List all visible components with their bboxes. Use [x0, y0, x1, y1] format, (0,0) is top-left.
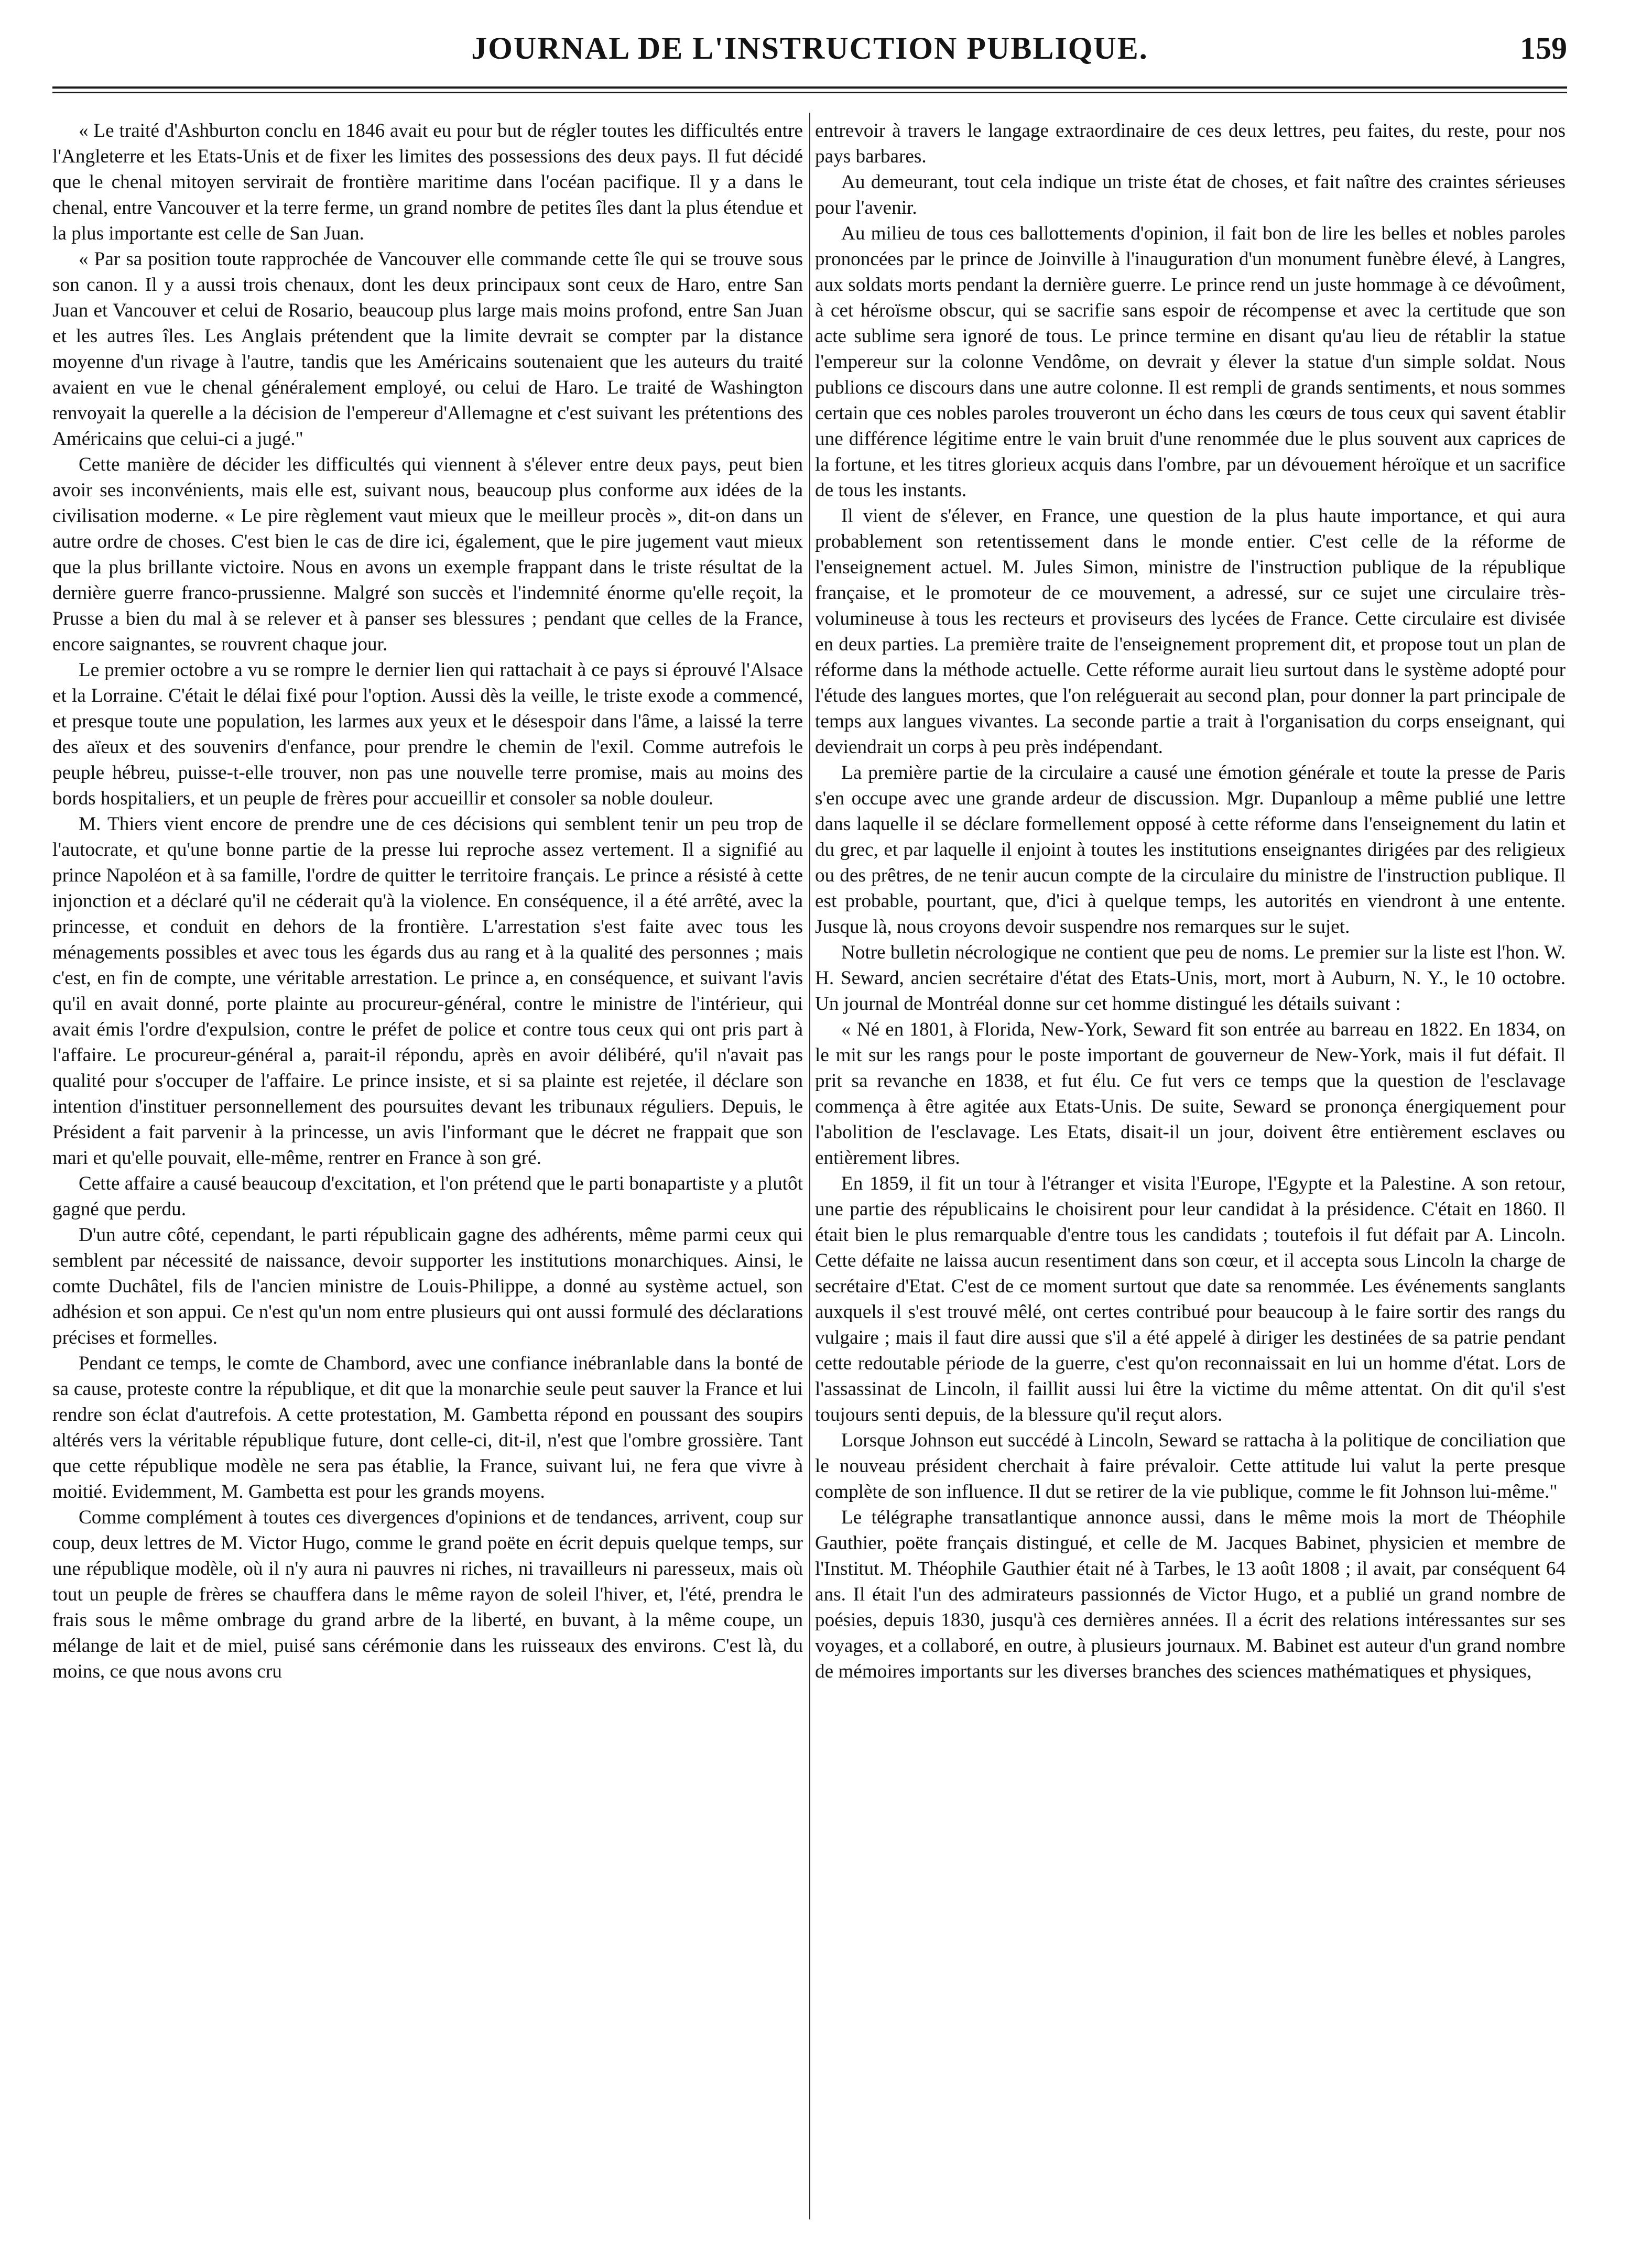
- paragraph: Comme complément à toutes ces divergences d'opinions et de tendances, arrivent, coup sur coup, deux lettres de M. Victor Hugo, comme le grand poëte en écrit depuis quelque temps, sur une république modèle, où il n'y aura ni pauvres ni riches, ni travailleurs ni paresseux, mais où tout un peuple de frères se chauffera dans le même rayon de soleil l'hiver, et, l'été, prendra le frais sous le même ombrage du grand arbre de la liberté, en buvant, à la même coupe, un mélange de lait et de miel, puisé sans cérémonie dans les ruisseaux des environs. C'est là, du moins, ce que nous avons cru: [52, 1507, 803, 1682]
- paragraph: Le télégraphe transatlantique annonce aussi, dans le même mois la mort de Théophile Gauthier, poëte français distingué, et celle de M. Jacques Babinet, physicien et membre de l'Institut. M. Théophile Gauthier était né à Tarbes, le 13 août 1808 ; il avait, par conséquent 64 ans. Il était l'un des admirateurs passionnés de Victor Hugo, et a publié un grand nombre de poésies, depuis 1830, jusqu'à ces dernières années. Il a écrit des relations intéressantes sur ses voyages, et a collaboré, en outre, à plusieurs journaux. M. Babinet est auteur d'un grand nombre de mémoires importants sur les diverses branches des sciences mathématiques et physiques,: [815, 1507, 1566, 1682]
- paragraph: Il vient de s'élever, en France, une question de la plus haute importance, et qui aura probablement son retentissement dans le monde entier. C'est celle de la réforme de l'enseignement actuel. M. Jules Simon, ministre de l'instruction publique de la république française, et le promoteur de ce mouvement, a adressé, sur ce sujet une circulaire très-volumineuse à tous les recteurs et proviseurs des lycées de France. Cette circulaire est divisée en deux parties. La première traite de l'enseignement proprement dit, et propose tout un plan de réforme dans la méthode actuelle. Cette réforme aurait lieu surtout dans le système adopté pour l'étude des langues mortes, que l'on reléguerait au second plan, pour donner la part principale de temps aux langues vivantes. La seconde partie a trait à l'organisation du corps enseignant, qui deviendrait un corps à peu près indépendant.: [815, 505, 1566, 758]
- paragraph: Notre bulletin nécrologique ne contient que peu de noms. Le premier sur la liste est l'hon. W. H. Seward, ancien secrétaire d'état des Etats-Unis, mort, mort à Auburn, N. Y., le 10 octobre. Un journal de Montréal donne sur cet homme distingué les détails suivant :: [815, 942, 1566, 1015]
- paragraph: En 1859, il fit un tour à l'étranger et visita l'Europe, l'Egypte et la Palestine. A son retour, une partie des républicains le choisirent pour leur candidat à la présidence. C'était en 1860. Il était bien le plus remarquable d'entre tous les candidats ; toutefois il fut défait par A. Lincoln. Cette défaite ne laissa aucun resentiment dans son cœur, et il accepta sous Lincoln la charge de secrétaire d'Etat. C'est de ce moment surtout que date sa renommée. Les événements sanglants auxquels il s'est trouvé mêlé, ont certes contribué pour beaucoup à le faire sortir des rangs du vulgaire ; mais il faut dire aussi que s'il a été appelé à diriger les destinées de sa patrie pendant cette redoutable période de la guerre, c'est qu'on reconnaissait en lui un homme d'état. Lors de l'assassinat de Lincoln, il faillit aussi lui être la victime du même attentat. On dit qu'il s'est toujours senti depuis, de la blessure qu'il reçut alors.: [815, 1173, 1566, 1425]
- page-number: 159: [1520, 31, 1567, 66]
- page-header: [52, 23, 1567, 70]
- journal-title: JOURNAL DE L'INSTRUCTION PUBLIQUE.: [471, 31, 1148, 66]
- paragraph: Cette affaire a causé beaucoup d'excitation, et l'on prétend que le parti bonapartiste y a plutôt gagné que perdu.: [52, 1173, 803, 1220]
- paragraph: M. Thiers vient encore de prendre une de ces décisions qui semblent tenir un peu trop de l'autocrate, et qu'une bonne partie de la presse lui reproche assez vertement. Il a signifié au prince Napoléon et à sa famille, l'ordre de quitter le territoire français. Le prince a résisté à cette injonction et a déclaré qu'il ne céderait qu'à la violence. En conséquence, il a été arrêté, avec la princesse, et conduit en dehors de la frontière. L'arrestation s'est faite avec tous les ménagements possibles et avec tous les égards dus au rang et à la qualité des personnes ; mais c'est, en fin de compte, une véritable arrestation. Le prince a, en conséquence, et suivant l'avis qu'il en avait donné, porte plainte au procureur-général, contre le ministre de l'intérieur, qui avait émis l'ordre d'expulsion, contre le préfet de police et contre tous ceux qui ont pris part à l'affaire. Le procureur-général a, parait-il répondu, après en avoir délibéré, qu'il n'avait pas qualité pour s'occuper de l'affaire. Le prince insiste, et si sa plainte est rejetée, il déclare son intention d'instituer personnellement des poursuites devant les tribunaux réguliers. Depuis, le Président a fait parvenir à la princesse, un avis l'informant que le décret ne frappait que son mari et qu'elle pouvait, elle-même, rentrer en France à son gré.: [52, 813, 803, 1169]
- header-rule-top: [52, 86, 1567, 89]
- paragraph: Lorsque Johnson eut succédé à Lincoln, Seward se rattacha à la politique de conciliation que le nouveau président cherchait à faire prévaloir. Cette attitude lui valut la perte presque complète de son influence. Il dut se retirer de la vie publique, comme le fit Johnson lui-même.": [815, 1430, 1566, 1502]
- paragraph: Cette manière de décider les difficultés qui viennent à s'élever entre deux pays, peut bien avoir ses inconvénients, mais elle est, suivant nous, beaucoup plus conforme aux idées de la civilisation moderne. « Le pire règlement vaut mieux que le meilleur procès », dit-on dans un autre ordre de choses. C'est bien le cas de dire ici, également, que le pire jugement vaut mieux que la plus brillante victoire. Nous en avons un exemple frappant dans le triste résultat de la dernière guerre franco-prussienne. Malgré son succès et l'indemnité énorme qu'elle reçoit, la Prusse a bien du mal à se relever et à panser ses blessures ; pendant que celles de la France, encore saignantes, se rouvrent chaque jour.: [52, 454, 803, 655]
- paragraph: Pendant ce temps, le comte de Chambord, avec une confiance inébranlable dans la bonté de sa cause, proteste contre la république, et dit que la monarchie seule peut sauver la France et lui rendre son éclat d'autrefois. A cette protestation, M. Gambetta répond en poussant des soupirs altérés vers la véritable république future, dont celle-ci, dit-il, n'est que l'ombre grossière. Tant que cette république modèle ne sera pas établie, la France, suivant lui, ne fera que vivre à moitié. Evidemment, M. Gambetta est pour les grands moyens.: [52, 1353, 803, 1502]
- paragraph: Au milieu de tous ces ballottements d'opinion, il fait bon de lire les belles et nobles paroles prononcées par le prince de Joinville à l'inauguration d'un monument funèbre élevé, à Langres, aux soldats morts pendant la dernière guerre. Le prince rend un juste hommage à ce dévoûment, à cet héroïsme obscur, qui se sacrifie sans espoir de récompense et avec la certitude que son acte sublime sera ignoré de tous. Le prince termine en disant qu'au lieu de rétablir la statue l'empereur sur la colonne Vendôme, on devrait y élever la statue d'un simple soldat. Nous publions ce discours dans une autre colonne. Il est rempli de grands sentiments, et nous sommes certain que ces nobles paroles trouveront un écho dans les cœurs de tous ceux qui savent établir une différence légitime entre le vain bruit d'une renommée due le plus souvent aux caprices de la fortune, et les titres glorieux acquis dans l'ombre, par un dévouement héroïque et un sacrifice de tous les instants.: [815, 223, 1566, 501]
- column-divider: [809, 113, 810, 2219]
- paragraph: « Par sa position toute rapprochée de Vancouver elle commande cette île qui se trouve sous son canon. Il y a aussi trois chenaux, dont les deux principaux sont ceux de Haro, entre San Juan et Vancouver et celui de Rosario, beaucoup plus large mais moins profond, entre San Juan et les autres îles. Les Anglais prétendent que la limite devrait se compter par la distance moyenne d'un rivage à l'autre, tandis que les Américains soutenaient que les auteurs du traité avaient en vue le chenal généralement employé, ou celui de Haro. Le traité de Washington renvoyait la querelle a la décision de l'empereur d'Allemagne et c'est suivant les prétentions des Américains que celui-ci a jugé.": [52, 248, 803, 450]
- paragraph: entrevoir à travers le langage extraordinaire de ces deux lettres, peu faites, du reste, pour nos pays barbares.: [815, 120, 1566, 167]
- right-column: [815, 118, 1566, 2219]
- paragraph: « Né en 1801, à Florida, New-York, Seward fit son entrée au barreau en 1822. En 1834, on le mit sur les rangs pour le poste important de gouverneur de New-York, mais il fut défait. Il prit sa revanche en 1838, et fut élu. Ce fut vers ce temps que la question de l'esclavage commença à être agitée aux Etats-Unis. De suite, Seward se prononça énergiquement pour l'abolition de l'esclavage. Les Etats, disait-il un jour, doivent être entièrement esclaves ou entièrement libres.: [815, 1019, 1566, 1169]
- paragraph: La première partie de la circulaire a causé une émotion générale et toute la presse de Paris s'en occupe avec une grande ardeur de discussion. Mgr. Dupanloup a même publié une lettre dans laquelle il se déclare formellement opposé à cette réforme dans l'enseignement du latin et du grec, et par laquelle il enjoint à toutes les institutions enseignantes dirigées par des religieux ou des prêtres, de ne tenir aucun compte de la circulaire du ministre de l'instruction publique. Il est probable, pourtant, que, d'ici à quelque temps, les autorités en viendront à une entente. Jusque là, nous croyons devoir suspendre nos remarques sur le sujet.: [815, 762, 1566, 938]
- paragraph: « Le traité d'Ashburton conclu en 1846 avait eu pour but de régler toutes les difficultés entre l'Angleterre et les Etats-Unis et de fixer les limites des possessions des deux pays. Il fut décidé que le chenal mitoyen servirait de frontière maritime dans l'océan pacifique. Il y a dans le chenal, entre Vancouver et la terre ferme, un grand nombre de petites îles dant la plus étendue et la plus importante est celle de San Juan.: [52, 120, 803, 244]
- header-rule-bottom: [52, 92, 1567, 93]
- paragraph: Le premier octobre a vu se rompre le dernier lien qui rattachait à ce pays si éprouvé l'Alsace et la Lorraine. C'était le délai fixé pour l'option. Aussi dès la veille, le triste exode a commencé, et presque toute une population, les larmes aux yeux et le désespoir dans l'âme, a laissé la terre des aïeux et des souvenirs d'enfance, pour prendre le chemin de l'exil. Comme autrefois le peuple hébreu, puisse-t-elle trouver, non pas une nouvelle terre promise, mais au moins des bords hospitaliers, et un peuple de frères pour accueillir et consoler sa noble douleur.: [52, 659, 803, 809]
- paragraph: D'un autre côté, cependant, le parti républicain gagne des adhérents, même parmi ceux qui semblent par nécessité de naissance, devoir supporter les institutions monarchiques. Ainsi, le comte Duchâtel, fils de l'ancien ministre de Louis-Philippe, a donné au système actuel, son adhésion et son appui. Ce n'est qu'un nom entre plusieurs qui ont aussi formulé des déclarations précises et formelles.: [52, 1224, 803, 1348]
- left-column: [52, 118, 803, 2219]
- paragraph: Au demeurant, tout cela indique un triste état de choses, et fait naître des craintes sérieuses pour l'avenir.: [815, 171, 1566, 219]
